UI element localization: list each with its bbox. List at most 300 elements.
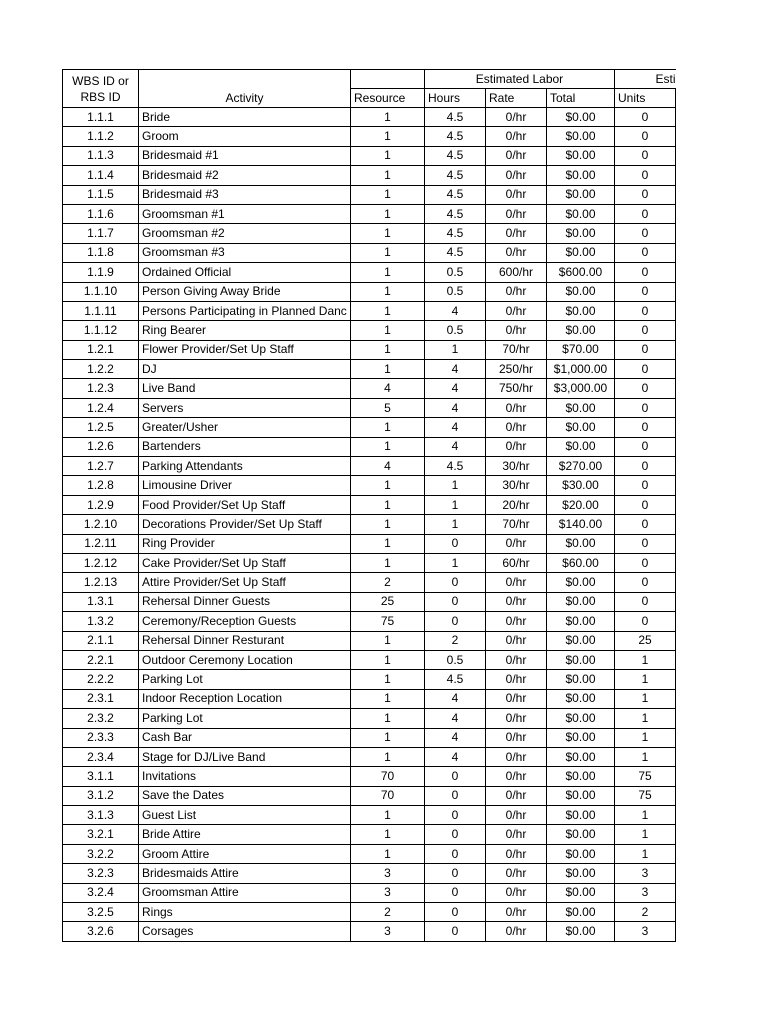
- cell-total: $0.00: [547, 146, 615, 165]
- cell-resource: 75: [351, 612, 425, 631]
- cell-rate: 0/hr: [486, 747, 547, 766]
- cell-units: 1: [615, 670, 676, 689]
- table-row: [63, 553, 676, 572]
- cell-resource: 4: [351, 457, 425, 476]
- cell-rate: 0/hr: [486, 670, 547, 689]
- header-activity: Activity: [139, 70, 351, 108]
- table-row: [63, 476, 676, 495]
- cell-hours: 4: [425, 747, 486, 766]
- cell-rate: 30/hr: [486, 457, 547, 476]
- cell-total: $30.00: [547, 476, 615, 495]
- cell-units: 0: [615, 108, 676, 127]
- cell-total: $0.00: [547, 844, 615, 863]
- cell-wbs-id: 1.1.9: [63, 263, 139, 282]
- cell-rate: 0/hr: [486, 844, 547, 863]
- cell-activity: Parking Attendants: [139, 457, 351, 476]
- cell-hours: 4.5: [425, 224, 486, 243]
- cell-total: $60.00: [547, 553, 615, 572]
- cell-resource: 1: [351, 243, 425, 262]
- cell-hours: 0: [425, 825, 486, 844]
- cell-resource: 1: [351, 495, 425, 514]
- cell-resource: 1: [351, 185, 425, 204]
- cell-rate: 600/hr: [486, 263, 547, 282]
- cell-units: 2: [615, 903, 676, 922]
- table-row: [63, 573, 676, 592]
- table-row: [63, 457, 676, 476]
- cell-resource: 4: [351, 379, 425, 398]
- cell-units: 0: [615, 515, 676, 534]
- cell-rate: 30/hr: [486, 476, 547, 495]
- cell-hours: 0.5: [425, 321, 486, 340]
- cell-units: 1: [615, 806, 676, 825]
- cell-activity: Decorations Provider/Set Up Staff: [139, 515, 351, 534]
- cell-resource: 1: [351, 709, 425, 728]
- cell-wbs-id: 1.1.8: [63, 243, 139, 262]
- header-total: Total: [547, 89, 615, 108]
- cell-units: 1: [615, 728, 676, 747]
- cell-resource: 3: [351, 922, 425, 941]
- cell-hours: 4: [425, 418, 486, 437]
- cell-wbs-id: 1.2.4: [63, 398, 139, 417]
- cell-activity: Invitations: [139, 767, 351, 786]
- cell-units: 0: [615, 166, 676, 185]
- cell-rate: 0/hr: [486, 282, 547, 301]
- cell-hours: 4.5: [425, 204, 486, 223]
- cell-resource: 1: [351, 806, 425, 825]
- cell-rate: 0/hr: [486, 301, 547, 320]
- cell-hours: 1: [425, 476, 486, 495]
- cell-resource: 1: [351, 282, 425, 301]
- cell-units: 0: [615, 146, 676, 165]
- cell-total: $0.00: [547, 166, 615, 185]
- cell-hours: 4: [425, 728, 486, 747]
- table-row: [63, 592, 676, 611]
- cell-rate: 0/hr: [486, 650, 547, 669]
- table-row: [63, 263, 676, 282]
- cell-units: 3: [615, 864, 676, 883]
- cell-total: $0.00: [547, 185, 615, 204]
- table-row: [63, 282, 676, 301]
- cell-resource: 1: [351, 515, 425, 534]
- cell-wbs-id: 2.2.2: [63, 670, 139, 689]
- cell-wbs-id: 1.1.12: [63, 321, 139, 340]
- wbs-cost-table: [62, 69, 676, 942]
- cell-total: $0.00: [547, 301, 615, 320]
- cell-activity: Person Giving Away Bride: [139, 282, 351, 301]
- cell-units: 0: [615, 476, 676, 495]
- cell-resource: 1: [351, 204, 425, 223]
- table-row: [63, 747, 676, 766]
- cell-resource: 1: [351, 127, 425, 146]
- cell-activity: Greater/Usher: [139, 418, 351, 437]
- cell-total: $1,000.00: [547, 360, 615, 379]
- cell-hours: 4.5: [425, 457, 486, 476]
- cell-units: 1: [615, 650, 676, 669]
- table-row: [63, 224, 676, 243]
- header-wbs-id: WBS ID or RBS ID: [63, 70, 139, 108]
- cell-wbs-id: 3.1.2: [63, 786, 139, 805]
- cell-activity: Stage for DJ/Live Band: [139, 747, 351, 766]
- cell-rate: 0/hr: [486, 825, 547, 844]
- cell-total: $0.00: [547, 786, 615, 805]
- table-row: [63, 728, 676, 747]
- table-row: [63, 612, 676, 631]
- cell-activity: Bride Attire: [139, 825, 351, 844]
- table-row: [63, 301, 676, 320]
- cell-total: $0.00: [547, 806, 615, 825]
- cell-activity: Groomsman #3: [139, 243, 351, 262]
- cell-wbs-id: 1.3.1: [63, 592, 139, 611]
- cell-total: $0.00: [547, 437, 615, 456]
- cell-wbs-id: 3.2.6: [63, 922, 139, 941]
- cell-rate: 0/hr: [486, 534, 547, 553]
- cell-activity: Save the Dates: [139, 786, 351, 805]
- table-row: [63, 922, 676, 941]
- cell-resource: 2: [351, 903, 425, 922]
- table-row: [63, 495, 676, 514]
- cell-units: 0: [615, 612, 676, 631]
- cell-total: $0.00: [547, 825, 615, 844]
- cell-resource: 1: [351, 747, 425, 766]
- cell-wbs-id: 1.1.11: [63, 301, 139, 320]
- cell-units: 0: [615, 204, 676, 223]
- cell-total: $0.00: [547, 418, 615, 437]
- cell-hours: 1: [425, 553, 486, 572]
- cell-wbs-id: 1.1.1: [63, 108, 139, 127]
- cell-resource: 1: [351, 844, 425, 863]
- table-row: [63, 321, 676, 340]
- table-row: [63, 883, 676, 902]
- cell-hours: 4: [425, 398, 486, 417]
- cell-rate: 0/hr: [486, 864, 547, 883]
- cell-activity: Groom Attire: [139, 844, 351, 863]
- cell-rate: 0/hr: [486, 709, 547, 728]
- cell-units: 0: [615, 418, 676, 437]
- cell-units: 75: [615, 786, 676, 805]
- cell-hours: 0: [425, 786, 486, 805]
- cell-resource: 1: [351, 689, 425, 708]
- header-units: Units: [615, 89, 676, 108]
- cell-rate: 0/hr: [486, 437, 547, 456]
- cell-wbs-id: 1.1.5: [63, 185, 139, 204]
- table-row: [63, 437, 676, 456]
- cell-hours: 1: [425, 515, 486, 534]
- table-row: [63, 108, 676, 127]
- table-row: [63, 844, 676, 863]
- cell-units: 0: [615, 185, 676, 204]
- cell-rate: 750/hr: [486, 379, 547, 398]
- cell-total: $0.00: [547, 243, 615, 262]
- cell-activity: Outdoor Ceremony Location: [139, 650, 351, 669]
- cell-rate: 0/hr: [486, 631, 547, 650]
- cell-units: 0: [615, 282, 676, 301]
- cell-rate: 0/hr: [486, 728, 547, 747]
- cell-hours: 0.5: [425, 282, 486, 301]
- cell-activity: Persons Participating in Planned Danc: [139, 301, 351, 320]
- cell-hours: 4.5: [425, 108, 486, 127]
- cell-rate: 0/hr: [486, 689, 547, 708]
- cell-units: 0: [615, 321, 676, 340]
- cell-wbs-id: 3.2.4: [63, 883, 139, 902]
- cell-total: $0.00: [547, 747, 615, 766]
- header-estimated-labor: Estimated Labor: [425, 70, 615, 89]
- cell-wbs-id: 1.2.10: [63, 515, 139, 534]
- header-estimated-partial: Esti: [615, 70, 676, 89]
- cell-resource: 1: [351, 476, 425, 495]
- cell-rate: 0/hr: [486, 612, 547, 631]
- header-resource: Resource: [351, 89, 425, 108]
- cell-wbs-id: 1.2.6: [63, 437, 139, 456]
- cell-activity: Bridesmaid #1: [139, 146, 351, 165]
- cell-hours: 4: [425, 709, 486, 728]
- cell-hours: 4: [425, 379, 486, 398]
- cell-total: $0.00: [547, 282, 615, 301]
- cell-total: $20.00: [547, 495, 615, 514]
- cell-total: $0.00: [547, 864, 615, 883]
- cell-units: 1: [615, 747, 676, 766]
- cell-wbs-id: 3.1.1: [63, 767, 139, 786]
- cell-resource: 70: [351, 786, 425, 805]
- cell-activity: Cake Provider/Set Up Staff: [139, 553, 351, 572]
- cell-activity: Bridesmaid #3: [139, 185, 351, 204]
- cell-hours: 4.5: [425, 185, 486, 204]
- cell-hours: 1: [425, 495, 486, 514]
- table-row: [63, 204, 676, 223]
- cell-resource: 1: [351, 650, 425, 669]
- cell-units: 3: [615, 883, 676, 902]
- cell-activity: Servers: [139, 398, 351, 417]
- cell-wbs-id: 1.2.7: [63, 457, 139, 476]
- cell-hours: 4: [425, 360, 486, 379]
- cell-resource: 5: [351, 398, 425, 417]
- cell-total: $0.00: [547, 612, 615, 631]
- cell-wbs-id: 1.2.1: [63, 340, 139, 359]
- cell-units: 0: [615, 398, 676, 417]
- cell-wbs-id: 3.2.5: [63, 903, 139, 922]
- cell-hours: 0: [425, 806, 486, 825]
- cell-activity: Ring Provider: [139, 534, 351, 553]
- cell-hours: 4: [425, 689, 486, 708]
- cell-units: 0: [615, 263, 676, 282]
- cell-wbs-id: 1.2.3: [63, 379, 139, 398]
- cell-total: $0.00: [547, 592, 615, 611]
- cell-units: 0: [615, 224, 676, 243]
- cell-rate: 60/hr: [486, 553, 547, 572]
- cell-units: 0: [615, 243, 676, 262]
- cell-resource: 1: [351, 534, 425, 553]
- cell-activity: Parking Lot: [139, 670, 351, 689]
- cell-rate: 0/hr: [486, 185, 547, 204]
- table-row: [63, 650, 676, 669]
- cell-wbs-id: 2.3.1: [63, 689, 139, 708]
- cell-wbs-id: 1.2.8: [63, 476, 139, 495]
- cell-resource: 1: [351, 166, 425, 185]
- cell-total: $0.00: [547, 321, 615, 340]
- cell-rate: 250/hr: [486, 360, 547, 379]
- cell-wbs-id: 1.1.4: [63, 166, 139, 185]
- cell-activity: Rehersal Dinner Resturant: [139, 631, 351, 650]
- cell-total: $0.00: [547, 689, 615, 708]
- cell-activity: Ordained Official: [139, 263, 351, 282]
- cell-hours: 0: [425, 864, 486, 883]
- cell-total: $0.00: [547, 728, 615, 747]
- cell-wbs-id: 1.1.3: [63, 146, 139, 165]
- cell-activity: Bridesmaids Attire: [139, 864, 351, 883]
- cell-total: $0.00: [547, 204, 615, 223]
- cell-resource: 2: [351, 573, 425, 592]
- cell-units: 0: [615, 592, 676, 611]
- cell-activity: Bartenders: [139, 437, 351, 456]
- cell-units: 1: [615, 689, 676, 708]
- table-row: [63, 767, 676, 786]
- cell-rate: 70/hr: [486, 340, 547, 359]
- cell-hours: 0: [425, 922, 486, 941]
- cell-total: $0.00: [547, 108, 615, 127]
- cell-activity: Ring Bearer: [139, 321, 351, 340]
- table-row: [63, 340, 676, 359]
- cell-wbs-id: 1.2.11: [63, 534, 139, 553]
- cell-activity: Rehersal Dinner Guests: [139, 592, 351, 611]
- table-row: [63, 166, 676, 185]
- header-row-1: [63, 70, 676, 89]
- cell-activity: Attire Provider/Set Up Staff: [139, 573, 351, 592]
- cell-wbs-id: 1.2.12: [63, 553, 139, 572]
- cell-rate: 0/hr: [486, 127, 547, 146]
- cell-rate: 0/hr: [486, 806, 547, 825]
- cell-units: 0: [615, 534, 676, 553]
- cell-resource: 1: [351, 360, 425, 379]
- cell-resource: 1: [351, 263, 425, 282]
- cell-units: 0: [615, 360, 676, 379]
- table-row: [63, 825, 676, 844]
- cell-rate: 0/hr: [486, 108, 547, 127]
- cell-activity: Groomsman #1: [139, 204, 351, 223]
- table-row: [63, 786, 676, 805]
- cell-activity: Guest List: [139, 806, 351, 825]
- cell-resource: 3: [351, 864, 425, 883]
- cell-wbs-id: 3.2.1: [63, 825, 139, 844]
- cell-hours: 4.5: [425, 670, 486, 689]
- table-row: [63, 864, 676, 883]
- cell-resource: 1: [351, 631, 425, 650]
- cell-rate: 0/hr: [486, 418, 547, 437]
- cell-resource: 1: [351, 670, 425, 689]
- cell-total: $0.00: [547, 767, 615, 786]
- cell-hours: 0: [425, 903, 486, 922]
- cell-activity: Rings: [139, 903, 351, 922]
- cell-hours: 0: [425, 573, 486, 592]
- cell-rate: 0/hr: [486, 204, 547, 223]
- cell-hours: 0: [425, 767, 486, 786]
- cell-resource: 1: [351, 224, 425, 243]
- table-row: [63, 243, 676, 262]
- cell-total: $0.00: [547, 398, 615, 417]
- cell-rate: 0/hr: [486, 398, 547, 417]
- cell-activity: Food Provider/Set Up Staff: [139, 495, 351, 514]
- cell-wbs-id: 2.3.4: [63, 747, 139, 766]
- cell-rate: 0/hr: [486, 903, 547, 922]
- cell-total: $0.00: [547, 224, 615, 243]
- cell-total: $0.00: [547, 631, 615, 650]
- cell-total: $0.00: [547, 650, 615, 669]
- table-row: [63, 631, 676, 650]
- cell-activity: Live Band: [139, 379, 351, 398]
- cell-activity: Flower Provider/Set Up Staff: [139, 340, 351, 359]
- table-row: [63, 670, 676, 689]
- cell-units: 1: [615, 825, 676, 844]
- cell-resource: 1: [351, 108, 425, 127]
- cell-activity: Indoor Reception Location: [139, 689, 351, 708]
- cell-hours: 4.5: [425, 243, 486, 262]
- cell-wbs-id: 1.2.2: [63, 360, 139, 379]
- cell-resource: 1: [351, 146, 425, 165]
- cell-hours: 0: [425, 592, 486, 611]
- table-row: [63, 709, 676, 728]
- cell-units: 0: [615, 340, 676, 359]
- cell-hours: 4: [425, 437, 486, 456]
- cell-wbs-id: 3.1.3: [63, 806, 139, 825]
- table-row: [63, 398, 676, 417]
- table-row: [63, 515, 676, 534]
- cell-resource: 1: [351, 321, 425, 340]
- table-row: [63, 534, 676, 553]
- cell-hours: 4: [425, 301, 486, 320]
- cell-hours: 0: [425, 844, 486, 863]
- cell-wbs-id: 1.3.2: [63, 612, 139, 631]
- cell-hours: 4.5: [425, 166, 486, 185]
- cell-rate: 0/hr: [486, 573, 547, 592]
- cell-units: 0: [615, 553, 676, 572]
- cell-activity: Corsages: [139, 922, 351, 941]
- cell-units: 1: [615, 844, 676, 863]
- cell-wbs-id: 1.1.2: [63, 127, 139, 146]
- cell-units: 0: [615, 573, 676, 592]
- cell-units: 0: [615, 127, 676, 146]
- cell-total: $3,000.00: [547, 379, 615, 398]
- cell-total: $0.00: [547, 534, 615, 553]
- cell-rate: 0/hr: [486, 166, 547, 185]
- cell-units: 0: [615, 437, 676, 456]
- cell-rate: 0/hr: [486, 243, 547, 262]
- header-rate: Rate: [486, 89, 547, 108]
- cell-wbs-id: 1.2.9: [63, 495, 139, 514]
- cell-activity: Groomsman Attire: [139, 883, 351, 902]
- cell-activity: DJ: [139, 360, 351, 379]
- cell-units: 25: [615, 631, 676, 650]
- cell-activity: Bride: [139, 108, 351, 127]
- table-row: [63, 903, 676, 922]
- cell-resource: 1: [351, 553, 425, 572]
- cell-wbs-id: 2.1.1: [63, 631, 139, 650]
- cell-wbs-id: 2.3.3: [63, 728, 139, 747]
- cell-rate: 70/hr: [486, 515, 547, 534]
- cell-rate: 0/hr: [486, 922, 547, 941]
- cell-rate: 20/hr: [486, 495, 547, 514]
- cell-resource: 1: [351, 728, 425, 747]
- cell-wbs-id: 3.2.3: [63, 864, 139, 883]
- cell-activity: Cash Bar: [139, 728, 351, 747]
- table-row: [63, 379, 676, 398]
- table-row: [63, 806, 676, 825]
- header-resource-top: [351, 70, 425, 89]
- cell-activity: Limousine Driver: [139, 476, 351, 495]
- cell-hours: 2: [425, 631, 486, 650]
- cell-units: 75: [615, 767, 676, 786]
- cell-activity: Groom: [139, 127, 351, 146]
- table-row: [63, 146, 676, 165]
- cell-activity: Groomsman #2: [139, 224, 351, 243]
- cell-wbs-id: 2.3.2: [63, 709, 139, 728]
